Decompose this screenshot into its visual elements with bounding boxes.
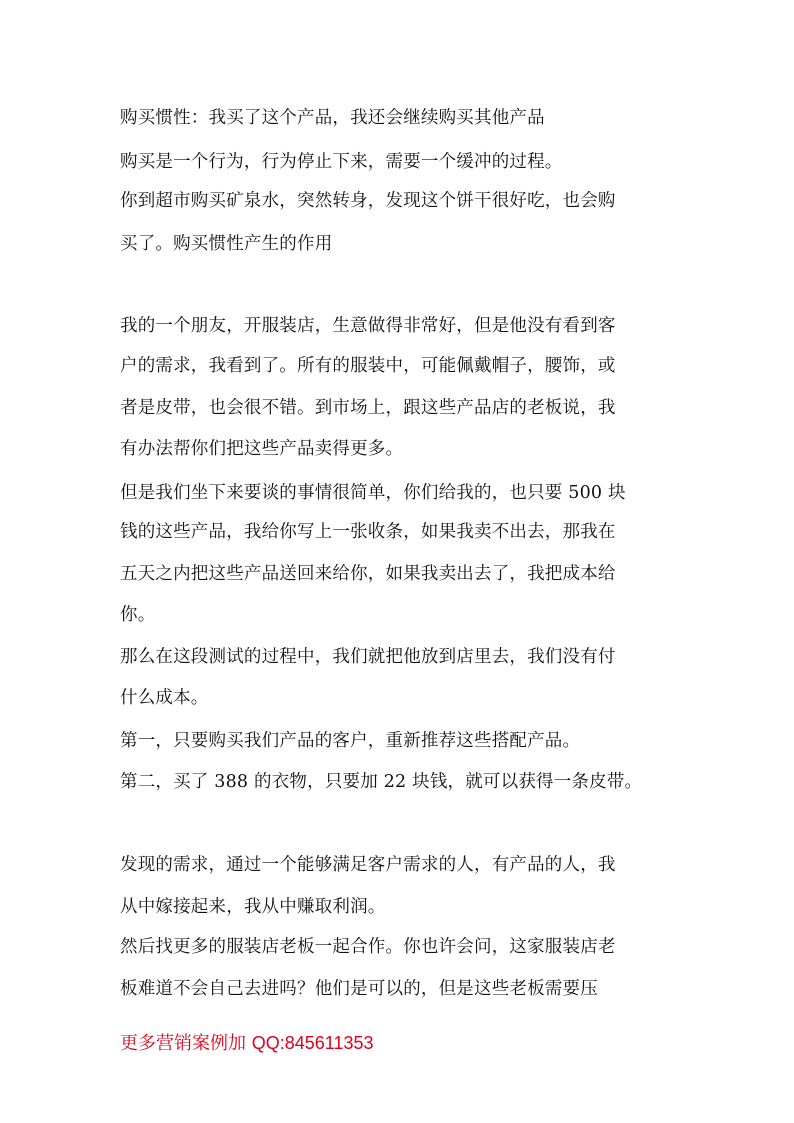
paragraph-line: 从中嫁接起来，我从中赚取利润。 — [120, 897, 386, 917]
paragraph-line: 买了。购买惯性产生的作用 — [120, 234, 333, 254]
paragraph-line: 第二，买了 388 的衣物，只要加 22 块钱，就可以获得一条皮带。 — [120, 772, 643, 792]
paragraph-line: 那么在这段测试的过程中，我们就把他放到店里去，我们没有付 — [120, 647, 616, 667]
paragraph-line: 你。 — [120, 605, 156, 625]
footer-qq: QQ:845611353 — [251, 1033, 374, 1053]
footer-prefix: 更多营销案例加 — [120, 1033, 252, 1054]
paragraph-line: 有办法帮你们把这些产品卖得更多。 — [120, 439, 404, 459]
paragraph-line: 你到超市购买矿泉水，突然转身，发现这个饼干很好吃，也会购 — [120, 191, 616, 211]
paragraph-line: 购买是一个行为，行为停止下来，需要一个缓冲的过程。 — [120, 152, 563, 172]
footer-promo — [120, 1030, 374, 1057]
paragraph-line: 板难道不会自己去进吗？他们是可以的，但是这些老板需要压 — [120, 979, 598, 999]
paragraph-line: 我的一个朋友，开服装店，生意做得非常好，但是他没有看到客 — [120, 316, 616, 336]
paragraph-line: 但是我们坐下来要谈的事情很简单，你们给我的，也只要 500 块 — [120, 483, 626, 503]
paragraph-line: 者是皮带，也会很不错。到市场上，跟这些产品店的老板说，我 — [120, 398, 616, 418]
paragraph-line: 购买惯性：我买了这个产品，我还会继续购买其他产品 — [120, 108, 545, 128]
paragraph-line: 发现的需求，通过一个能够满足客户需求的人，有产品的人，我 — [120, 855, 616, 875]
paragraph-line: 什么成本。 — [120, 688, 209, 708]
paragraph-line: 第一，只要购买我们产品的客户，重新推荐这些搭配产品。 — [120, 731, 581, 751]
paragraph-line: 户的需求，我看到了。所有的服装中，可能佩戴帽子，腰饰，或 — [120, 356, 616, 376]
paragraph-line: 五天之内把这些产品送回来给你，如果我卖出去了，我把成本给 — [120, 564, 616, 584]
paragraph-line: 然后找更多的服装店老板一起合作。你也许会问，这家服装店老 — [120, 937, 616, 957]
paragraph-line: 钱的这些产品，我给你写上一张收条，如果我卖不出去，那我在 — [120, 522, 616, 542]
